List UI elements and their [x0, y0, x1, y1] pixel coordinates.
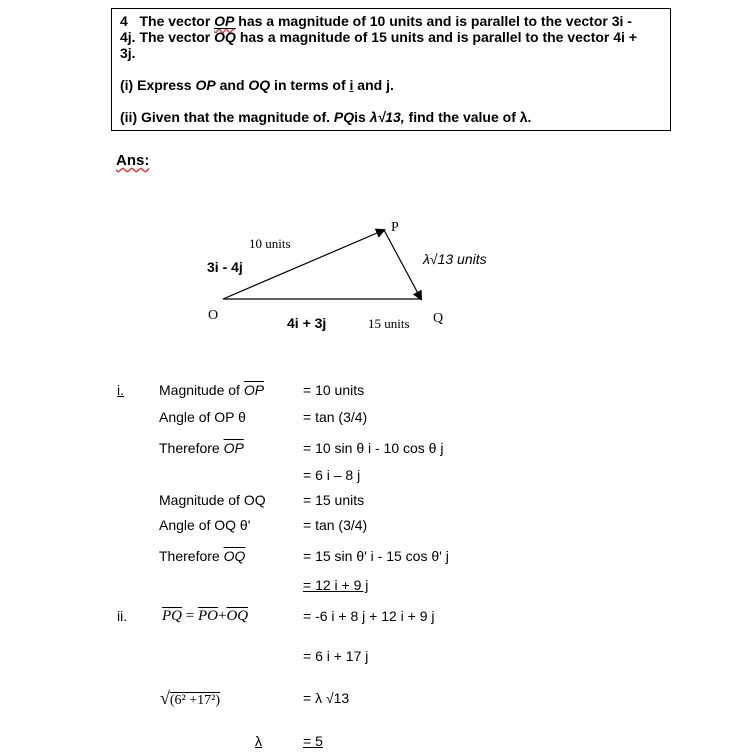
question-part-ii: (ii) Given that the magnitude of. PQis λ√13, find the value of λ.: [120, 109, 532, 125]
sol-row-3-left: Therefore $\overline{OP}$: [159, 440, 244, 456]
oq-length-label: 15 units: [368, 316, 410, 331]
sol-row-4-right: = 6 i – 8 j: [303, 467, 361, 483]
lambda-label: λ: [255, 733, 262, 749]
question-line-1: 4 The vector OP has a magnitude of 10 units and is parallel to the vector 3i -: [120, 13, 632, 29]
question-part-i: (i) Express OP and OQ in terms of i and j.: [120, 77, 394, 93]
sqrt-rhs: = λ √13: [303, 690, 350, 706]
sol-row-7-right: = 15 sin θ' i - 15 cos θ' j: [303, 548, 449, 564]
oq-vector-label: 4i + 3j: [287, 315, 327, 331]
sqrt-icon: √: [160, 688, 170, 708]
part-i-label: i.: [117, 382, 124, 398]
vector-triangle-diagram: [190, 210, 487, 340]
sol-row-5-left: Magnitude of OQ: [159, 492, 266, 508]
vector-op: OP: [214, 13, 235, 29]
label-p: P: [391, 220, 399, 235]
question-box: [111, 8, 671, 131]
pq-length-label: λ√13 units: [423, 251, 487, 267]
sol-row-1-left: Magnitude of $\overline{OP}$: [159, 382, 265, 398]
sol-row-2-left: Angle of OP θ: [159, 409, 246, 425]
vector-pq-arrow: [384, 230, 421, 299]
sol-row-3-right: = 10 sin θ i - 10 cos θ j: [303, 440, 444, 456]
sol-row-6-left: Angle of OQ θ': [159, 517, 251, 533]
sol-row-5-right: = 15 units: [303, 492, 365, 508]
op-length-label: 10 units: [249, 236, 291, 251]
vector-oq: $\overline{OQ}$: [214, 29, 236, 45]
part-ii-label: ii.: [117, 608, 128, 624]
question-number: 4: [120, 13, 128, 29]
label-o: O: [208, 308, 219, 323]
question-line-2: 4j. The vector $\overline{OQ}$ has a magnitude of 15 units and is parallel to the vector 4i +: [120, 29, 637, 45]
sqrt-expression: √(6² +17²): [160, 688, 221, 708]
pq-equation: $\overline{PQ} = \overline{PO}+\overline{OQ}$: [162, 608, 249, 624]
pq-step-1: = -6 i + 8 j + 12 i + 9 j: [303, 608, 435, 624]
label-q: Q: [433, 311, 444, 326]
sol-row-1-right: = 10 units: [303, 382, 365, 398]
question-line-3: 3j.: [120, 45, 136, 61]
answer-label: Ans:: [116, 152, 150, 169]
op-vector-label: 3i - 4j: [207, 259, 243, 275]
sol-row-6-right: = tan (3/4): [303, 517, 368, 533]
pq-step-2: = 6 i + 17 j: [303, 648, 369, 664]
sol-row-2-right: = tan (3/4): [303, 409, 368, 425]
vector-op-arrow: [223, 230, 384, 299]
sol-row-7-left: Therefore $\overline{OQ}$: [159, 548, 246, 564]
sol-row-8-right: = 12 i + 9 j: [303, 577, 369, 593]
lambda-value: = 5: [303, 733, 323, 749]
